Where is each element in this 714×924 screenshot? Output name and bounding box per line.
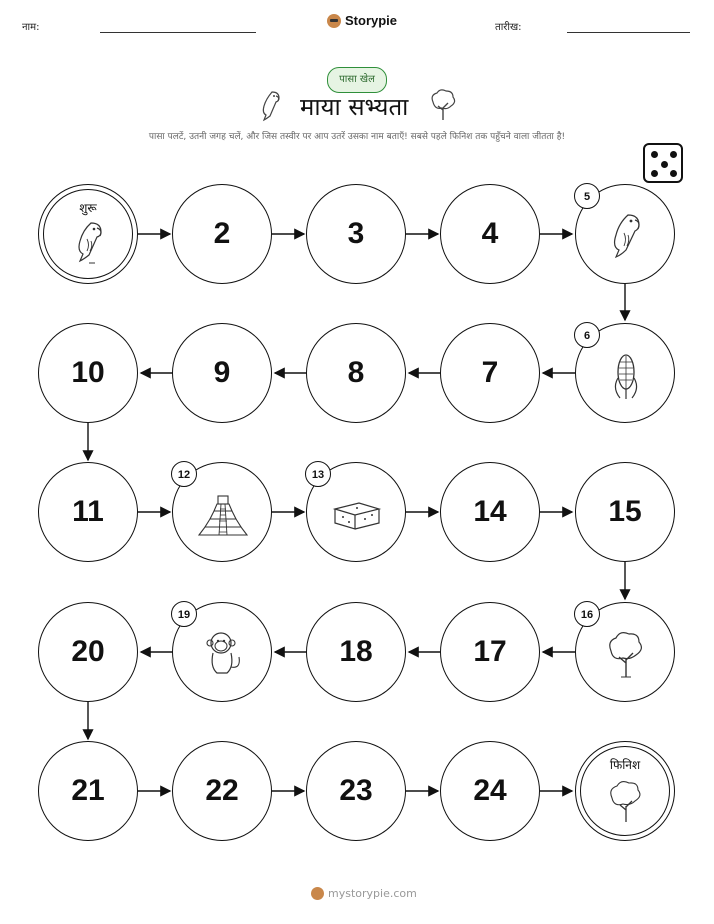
board-cell-picture (306, 462, 406, 562)
cell-number-badge: 19 (171, 601, 197, 627)
board-cell: 20 (38, 602, 138, 702)
corn-icon (604, 348, 648, 402)
cell-number-badge: 6 (574, 322, 600, 348)
board-cell: 2 (172, 184, 272, 284)
date-label: तारीख: (495, 22, 522, 33)
name-label: नाम: (22, 22, 40, 33)
board-cell: 24 (440, 741, 540, 841)
start-label: शुरू (79, 201, 97, 215)
board-cell: 18 (306, 602, 406, 702)
board-cell: 17 (440, 602, 540, 702)
finish-label: फिनिश (609, 758, 641, 772)
board-cell: 15 (575, 462, 675, 562)
board-cell: 3 (306, 184, 406, 284)
board-cell: 7 (440, 323, 540, 423)
footer (311, 887, 417, 900)
board-cell: 21 (38, 741, 138, 841)
cell-number-badge: 16 (574, 601, 600, 627)
board-cell-picture (575, 602, 675, 702)
footer-url: mystorypie.com (328, 887, 417, 900)
cell-number-badge: 13 (305, 461, 331, 487)
monkey-icon (201, 627, 245, 681)
board-cell: 11 (38, 462, 138, 562)
board-cell: 23 (306, 741, 406, 841)
board-cell: 8 (306, 323, 406, 423)
parrot-icon (604, 209, 648, 263)
tree-icon (604, 627, 648, 681)
brand-name: Storypie (345, 13, 398, 28)
board-cell: 22 (172, 741, 272, 841)
page-title: माया सभ्यता (300, 93, 409, 121)
board-cell: 4 (440, 184, 540, 284)
storypie-logo-icon (311, 887, 324, 900)
board-cell-picture (172, 602, 272, 702)
pyramid-icon (195, 487, 251, 541)
instructions: पासा पलटें, उतनी जगह चलें, और जिस तस्वीर पर आप उतरें उसका नाम बताएँ! सबसे पहले फिनिश तक पहुँचने वाला जीतता है! (148, 132, 566, 142)
board-cell: 10 (38, 323, 138, 423)
board-cell-picture (575, 323, 675, 423)
tree-icon (606, 776, 646, 824)
parrot-icon (69, 219, 109, 267)
board-cell: 9 (172, 323, 272, 423)
game-type-badge: पासा खेल (327, 67, 387, 93)
board-cell-finish (575, 741, 675, 841)
board-cell-picture (172, 462, 272, 562)
cell-number-badge: 5 (574, 183, 600, 209)
board-cell-start (38, 184, 138, 284)
cell-number-badge: 12 (171, 461, 197, 487)
sponge-cake-icon (329, 487, 385, 541)
board-cell-picture (575, 184, 675, 284)
board-cell: 14 (440, 462, 540, 562)
